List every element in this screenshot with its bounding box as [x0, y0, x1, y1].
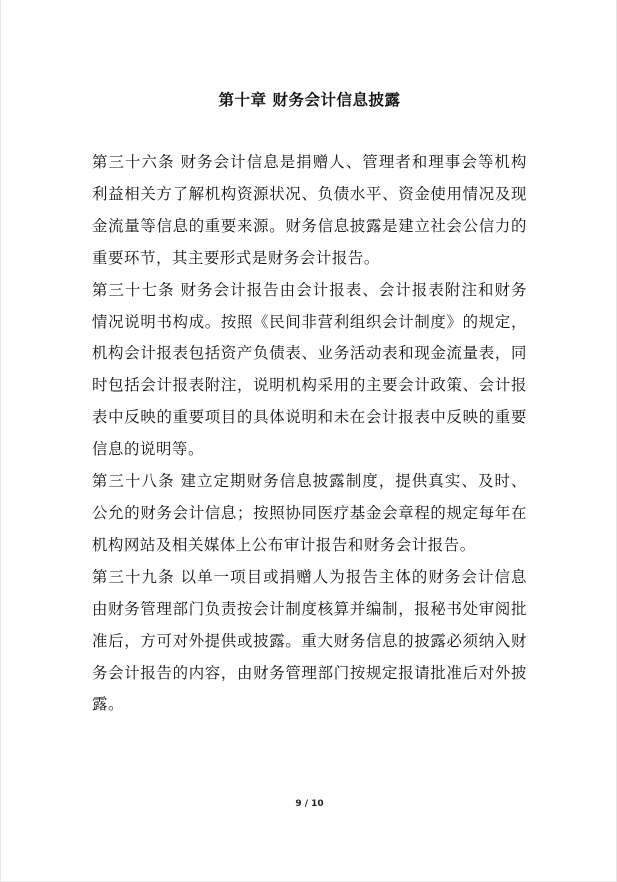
article-39: 第三十九条 以单一项目或捐赠人为报告主体的财务会计信息由财务管理部门负责按会计制度核算并编制，报秘书处审阅批准后，方可对外提供或披露。重大财务信息的披露必须纳入财务会计报告的内容，由财务管理部门按规定报请批准后对外披露。: [92, 567, 527, 714]
page-number: 9 / 10: [295, 799, 324, 809]
document-body: [92, 147, 527, 721]
article-38: 第三十八条 建立定期财务信息披露制度，提供真实、及时、公允的财务会计信息；按照协同医疗基金会章程的规定每年在机构网站及相关媒体上公布审计报告和财务会计报告。: [92, 472, 527, 554]
chapter-title: 第十章 财务会计信息披露: [218, 91, 401, 109]
article-37: 第三十七条 财务会计报告由会计报表、会计报表附注和财务情况说明书构成。按照《民间非营利组织会计制度》的规定，机构会计报表包括资产负债表、业务活动表和现金流量表，同时包括会计报表附注，说明机构采用的主要会计政策、会计报表中反映的重要项目的具体说明和未在会计报表中反映的重要信息的说明等。: [92, 280, 527, 459]
article-36: 第三十六条 财务会计信息是捐赠人、管理者和理事会等机构利益相关方了解机构资源状况、负债水平、资金使用情况及现金流量等信息的重要来源。财务信息披露是建立社会公信力的重要环节，其主要形式是财务会计报告。: [92, 153, 527, 267]
